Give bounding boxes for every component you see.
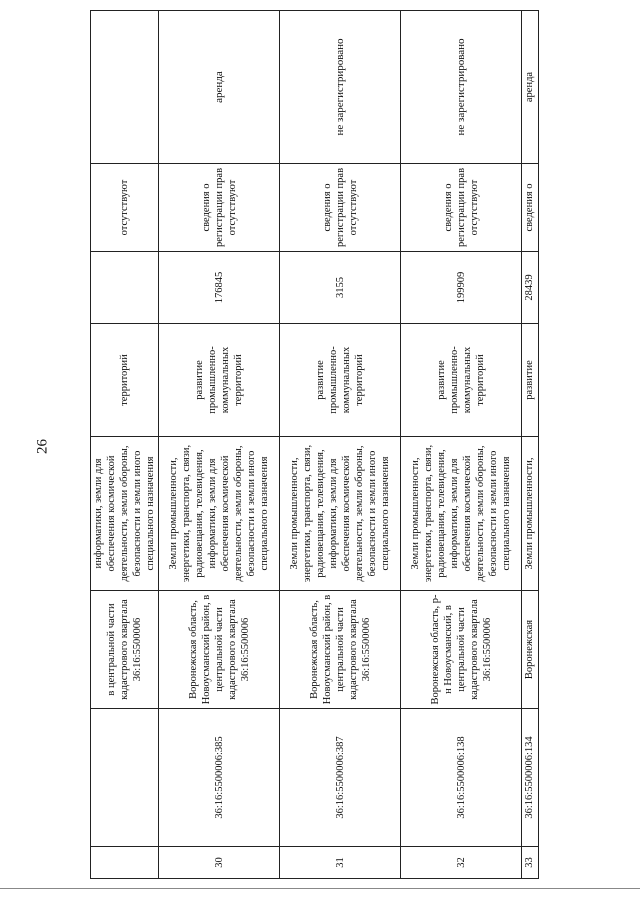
table-row	[159, 11, 280, 879]
rights-registration: сведения о регистрации прав отсутствуют	[280, 164, 401, 252]
table-row	[401, 11, 522, 879]
row-number	[91, 847, 159, 879]
encumbrance: не зарегистрировано	[280, 11, 401, 164]
area	[91, 252, 159, 324]
permitted-use: развитие промышленно-коммунальных территорий	[280, 324, 401, 437]
rights-registration: сведения о регистрации прав отсутствуют	[159, 164, 280, 252]
row-number: 33	[522, 847, 539, 879]
area: 28439	[522, 252, 539, 324]
land-category: Земли промышленности, энергетики, транспорта, связи, радиовещания, телевидения, информатики, земли для обеспечения космической деятельности, земли обороны, безопасности и земли иного специального назначения	[159, 437, 280, 591]
location: Воронежская	[522, 591, 539, 709]
cadastral-number: 36:16:5500006:134	[522, 709, 539, 847]
cadastral-number: 36:16:5500006:387	[280, 709, 401, 847]
rights-registration: отсутствуют	[91, 164, 159, 252]
encumbrance	[91, 11, 159, 164]
land-plots-table-wrapper	[54, 0, 554, 905]
area: 3155	[280, 252, 401, 324]
location: Воронежская область, Новоусманский район, в центральной части кадастрового квартала 36:16:5500006	[280, 591, 401, 709]
row-number: 32	[401, 847, 522, 879]
location: Воронежская область, р-н Новоусманский, в центральной части кадастрового квартала 36:16:5500006	[401, 591, 522, 709]
table-row	[280, 11, 401, 879]
page-bottom-rule	[0, 888, 640, 889]
cadastral-number	[91, 709, 159, 847]
cadastral-number: 36:16:5500006:385	[159, 709, 280, 847]
encumbrance: аренда	[159, 11, 280, 164]
land-category: информатики, земли для обеспечения космической деятельности, земли обороны, безопасности и земли иного специального назначения	[91, 437, 159, 591]
land-category: Земли промышленности, энергетики, транспорта, связи, радиовещания, телевидения, информатики, земли для обеспечения космической деятельности, земли обороны, безопасности и земли иного специального назначения	[401, 437, 522, 591]
rights-registration: сведения о	[522, 164, 539, 252]
permitted-use: территорий	[91, 324, 159, 437]
land-plots-table	[90, 10, 539, 879]
row-number: 30	[159, 847, 280, 879]
cadastral-number: 36:16:5500006:138	[401, 709, 522, 847]
row-number: 31	[280, 847, 401, 879]
permitted-use: развитие	[522, 324, 539, 437]
page-number: 26	[34, 439, 51, 454]
encumbrance: не зарегистрировано	[401, 11, 522, 164]
area: 176845	[159, 252, 280, 324]
permitted-use: развитие промышленно-коммунальных территорий	[401, 324, 522, 437]
area: 199909	[401, 252, 522, 324]
land-category: Земли промышленности,	[522, 437, 539, 591]
location: в центральной части кадастрового квартала 36:16:5500006	[91, 591, 159, 709]
permitted-use: развитие промышленно-коммунальных территорий	[159, 324, 280, 437]
encumbrance: аренда	[522, 11, 539, 164]
table-row	[522, 11, 539, 879]
table-row	[91, 11, 159, 879]
rights-registration: сведения о регистрации прав отсутствуют	[401, 164, 522, 252]
land-category: Земли промышленности, энергетики, транспорта, связи, радиовещания, телевидения, информатики, земли для обеспечения космической деятельности, земли обороны, безопасности и земли иного специального назначения	[280, 437, 401, 591]
location: Воронежская область, Новоусманский район, в центральной части кадастрового квартала 36:16:5500006	[159, 591, 280, 709]
